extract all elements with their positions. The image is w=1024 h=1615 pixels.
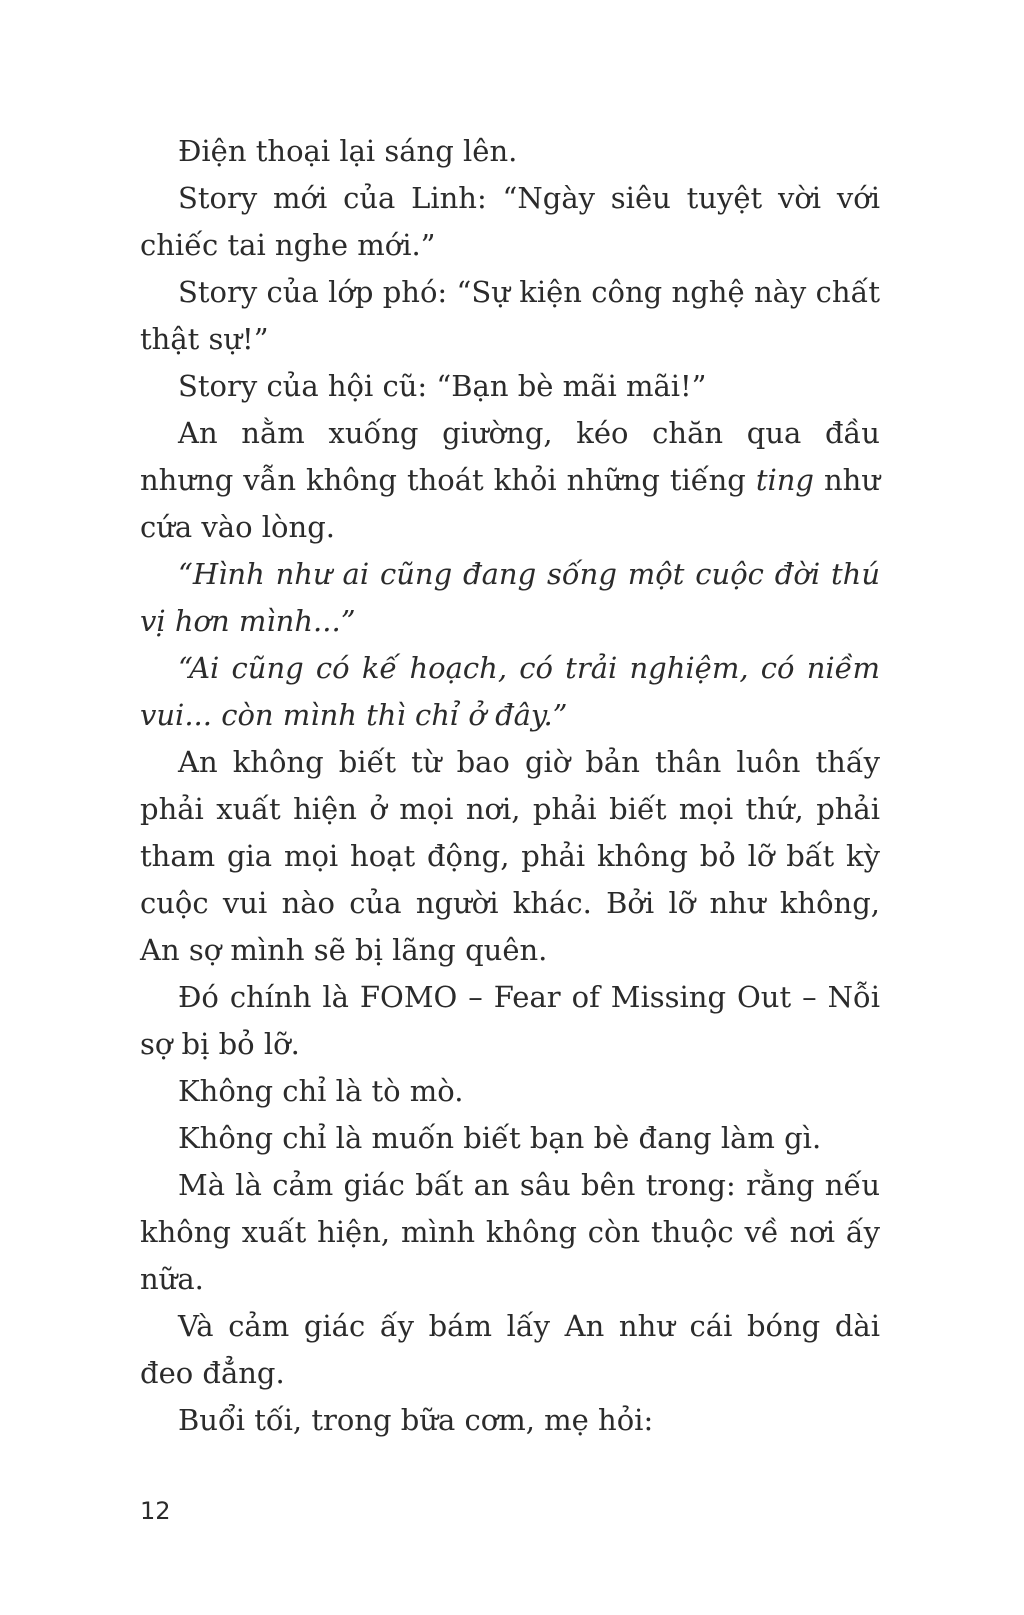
paragraph-dinner-mother-asks: Buổi tối, trong bữa cơm, mẹ hỏi: (178, 1403, 654, 1437)
paragraph-class-deputy-story: Story của lớp phó: “Sự kiện công nghệ này chất thật sự!” (140, 275, 880, 356)
paragraph-phone-lights-up: Điện thoại lại sáng lên. (178, 134, 518, 168)
paragraph-inner-insecurity: Mà là cảm giác bất an sâu bên trong: rằng nếu không xuất hiện, mình không còn thuộc về nơi ấy nữa. (140, 1168, 880, 1296)
paragraph-thought-interesting-life: “Hình như ai cũng đang sống một cuộc đời thú vị hơn mình...” (140, 557, 880, 638)
page-number: 12 (140, 1497, 171, 1525)
paragraph-not-just-curiosity: Không chỉ là tò mò. (178, 1074, 464, 1108)
paragraph-an-lies-down-text: An nằm xuống giường, kéo chăn qua đầu nhưng vẫn không thoát khỏi những tiếng (140, 416, 880, 497)
paragraph-not-just-knowing: Không chỉ là muốn biết bạn bè đang làm gì. (178, 1121, 822, 1155)
paragraph-thought-plans: “Ai cũng có kế hoạch, có trải nghiệm, có niềm vui... còn mình thì chỉ ở đây.” (140, 651, 880, 732)
paragraph-linh-story: Story mới của Linh: “Ngày siêu tuyệt vời với chiếc tai nghe mới.” (140, 181, 880, 262)
page-body (140, 128, 880, 1444)
paragraph-fomo-definition: Đó chính là FOMO – Fear of Missing Out – Nỗi sợ bị bỏ lỡ. (140, 980, 880, 1061)
paragraph-feeling-clings: Và cảm giác ấy bám lấy An như cái bóng dài đeo đẳng. (140, 1309, 880, 1390)
paragraph-an-lies-down-tail: như cứa vào lòng. (140, 463, 880, 544)
ting-emphasis: ting (755, 463, 814, 497)
paragraph-an-lies-down (140, 410, 880, 551)
paragraph-old-group-story: Story của hội cũ: “Bạn bè mãi mãi!” (178, 369, 707, 403)
paragraph-an-must-appear: An không biết từ bao giờ bản thân luôn thấy phải xuất hiện ở mọi nơi, phải biết mọi thứ, phải tham gia mọi hoạt động, phải không bỏ lỡ bất kỳ cuộc vui nào của người khác. Bởi lỡ như không, An sợ mình sẽ bị lãng quên. (140, 745, 880, 967)
